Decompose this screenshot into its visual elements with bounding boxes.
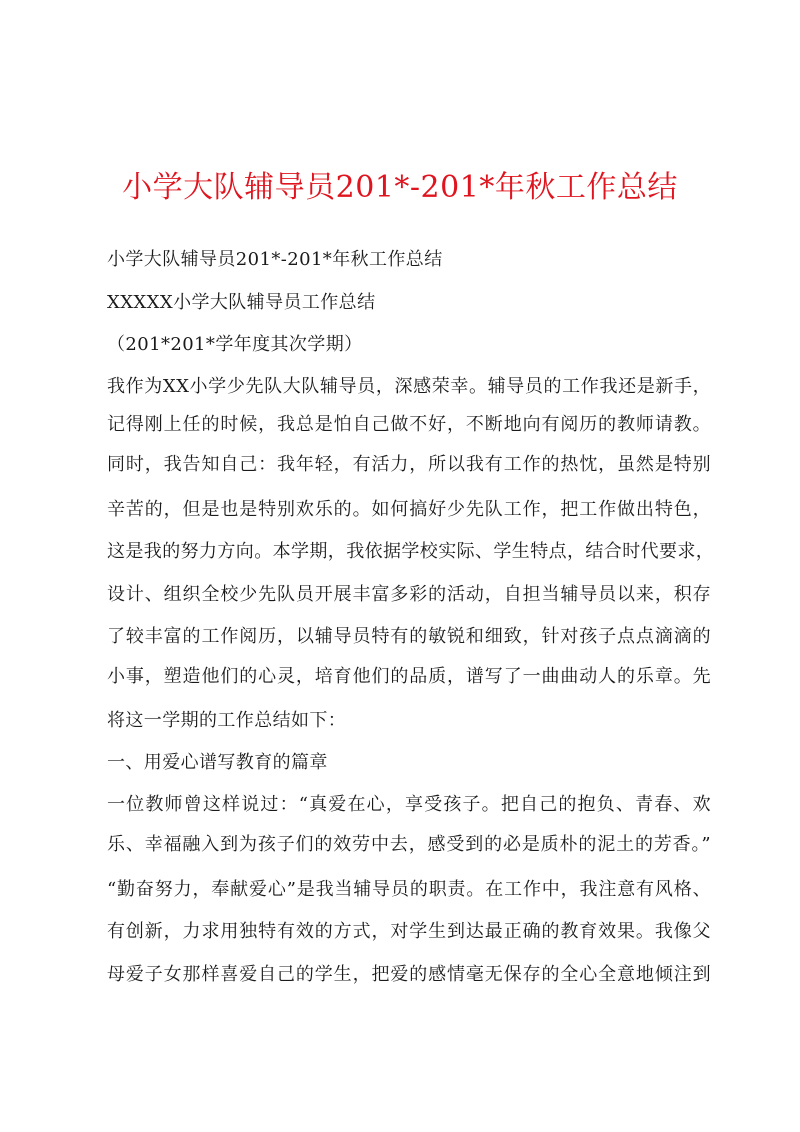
text-line: 将这一学期的工作总结如下： bbox=[107, 710, 347, 731]
text-line: 记得刚上任的时候，我总是怕自己做不好，不断地向有阅历的教师请教。 bbox=[107, 414, 711, 435]
text-line: 了较丰富的工作阅历，以辅导员特有的敏锐和细致，针对孩子点点滴滴的 bbox=[107, 626, 711, 647]
text-line: 我作为XX小学少先队大队辅导员，深感荣幸。辅导员的工作我还是新手， bbox=[107, 376, 711, 397]
text-line: 同时，我告知自己：我年轻，有活力，所以我有工作的热忱，虽然是特别 bbox=[107, 454, 711, 475]
document-title: 小学大队辅导员201*-201*年秋工作总结 bbox=[122, 170, 678, 205]
text-line: 设计、组织全校少先队员开展丰富多彩的活动，自担当辅导员以来，积存 bbox=[107, 584, 711, 605]
section-heading: 一、用爱心谱写教育的篇章 bbox=[107, 752, 328, 773]
text-line: （201*201*学年度其次学期） bbox=[107, 334, 363, 355]
text-line: 小学大队辅导员201*-201*年秋工作总结 bbox=[107, 249, 443, 270]
text-line: 这是我的努力方向。本学期，我依据学校实际、学生特点，结合时代要求， bbox=[107, 541, 715, 562]
text-line: 乐、幸福融入到为孩子们的效劳中去，感受到的必是质朴的泥土的芳香。” bbox=[107, 834, 711, 855]
text-line: 辛苦的，但是也是特别欢乐的。如何搞好少先队工作，把工作做出特色， bbox=[107, 499, 711, 520]
text-line: 小事，塑造他们的心灵，培育他们的品质，谱写了一曲曲动人的乐章。先 bbox=[107, 666, 711, 687]
text-line: 母爱子女那样喜爱自己的学生，把爱的感情毫无保存的全心全意地倾注到 bbox=[107, 964, 711, 985]
text-line: 有创新，力求用独特有效的方式，对学生到达最正确的教育效果。我像父 bbox=[107, 921, 711, 942]
text-line: XXXXX小学大队辅导员工作总结 bbox=[107, 292, 376, 313]
text-line: 一位教师曾这样说过：“真爱在心，享受孩子。把自己的抱负、青春、欢 bbox=[107, 794, 711, 815]
text-line: “勤奋努力，奉献爱心”是我当辅导员的职责。在工作中，我注意有风格、 bbox=[107, 879, 711, 900]
